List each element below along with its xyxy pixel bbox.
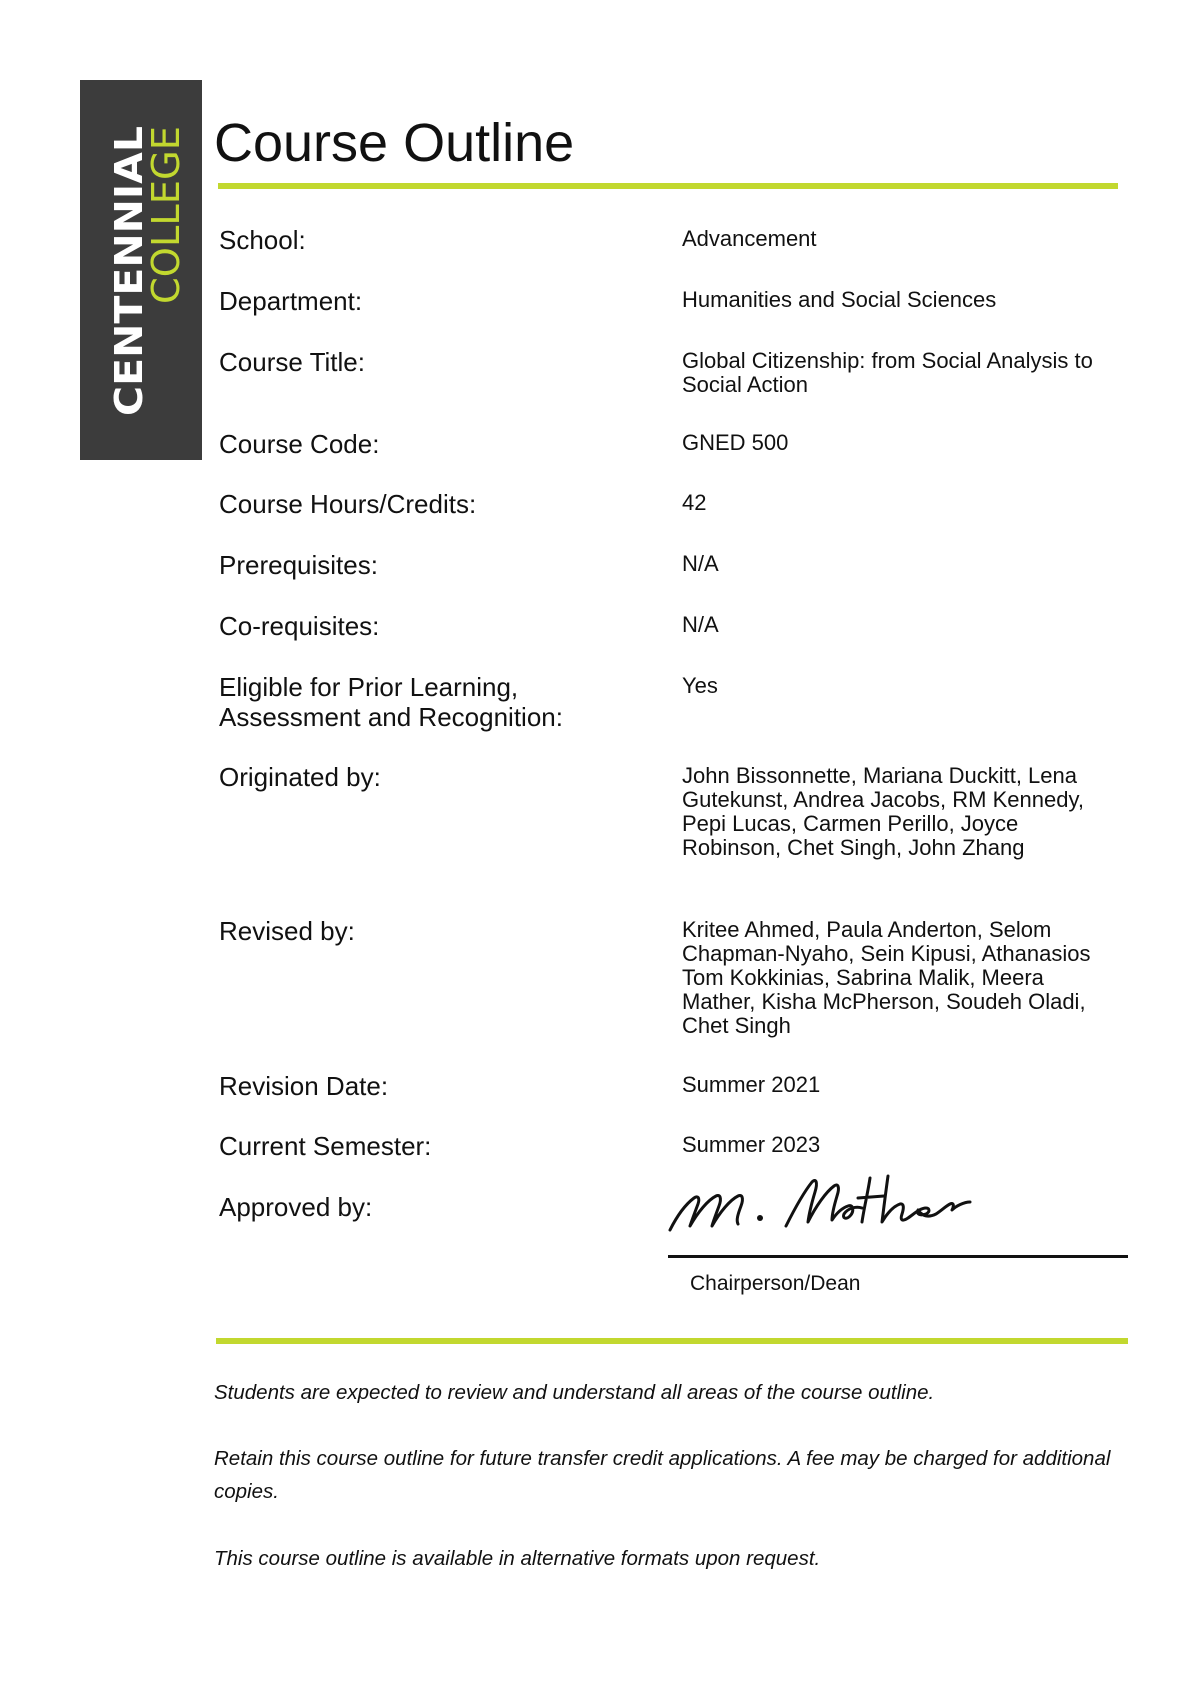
signature-caption: Chairperson/Dean	[690, 1272, 861, 1295]
value-department: Humanities and Social Sciences	[682, 287, 997, 312]
value-revision-date: Summer 2021	[682, 1072, 821, 1097]
label-course-hours: Course Hours/Credits:	[219, 489, 477, 519]
label-department: Department:	[219, 286, 363, 316]
label-prerequisites: Prerequisites:	[219, 550, 378, 580]
logo-line-college: COLLEGE	[144, 127, 188, 304]
value-originated-by: John Bissonnette, Mariana Duckitt, Lena Gutekunst, Andrea Jacobs, RM Kennedy, Pepi Lucas, Carmen Perillo, Joyce Robinson, Chet Singh, John Zhang	[682, 763, 1084, 860]
label-approved-by: Approved by:	[219, 1192, 373, 1222]
value-prerequisites: N/A	[682, 551, 719, 576]
value-course-code: GNED 500	[682, 430, 789, 455]
value-corequisites: N/A	[682, 612, 719, 637]
college-logo	[80, 80, 202, 460]
value-school: Advancement	[682, 226, 817, 251]
value-current-semester: Summer 2023	[682, 1132, 821, 1157]
approver-signature	[664, 1168, 1004, 1238]
label-course-title: Course Title:	[219, 347, 365, 377]
value-course-title: Global Citizenship: from Social Analysis to Social Action	[682, 348, 1093, 397]
label-course-code: Course Code:	[219, 429, 380, 459]
label-corequisites: Co-requisites:	[219, 611, 380, 641]
note-review: Students are expected to review and understand all areas of the course outline.	[214, 1381, 935, 1404]
footer-divider	[216, 1338, 1128, 1344]
logo-line-centennial: CENTENNIAL	[107, 147, 151, 416]
page-title: Course Outline	[214, 113, 575, 173]
label-originated-by: Originated by:	[219, 762, 381, 792]
note-alternative-formats: This course outline is available in alternative formats upon request.	[214, 1547, 821, 1570]
label-revision-date: Revision Date:	[219, 1071, 389, 1101]
label-school: School:	[219, 225, 306, 255]
signature-line	[668, 1255, 1128, 1258]
label-revised-by: Revised by:	[219, 916, 355, 946]
value-course-hours: 42	[682, 490, 707, 515]
value-revised-by: Kritee Ahmed, Paula Anderton, Selom Chapman-Nyaho, Sein Kipusi, Athanasios Tom Kokkinias, Sabrina Malik, Meera Mather, Kisha McPherson, Soudeh Oladi, Chet Singh	[682, 917, 1091, 1038]
value-prior-learning: Yes	[682, 673, 718, 698]
label-prior-learning: Eligible for Prior Learning, Assessment and Recognition:	[219, 672, 563, 732]
title-divider	[218, 183, 1118, 189]
note-retain: Retain this course outline for future transfer credit applications. A fee may be charged for additional copies.	[214, 1447, 1111, 1503]
college-logo-wordmark	[80, 80, 202, 460]
label-current-semester: Current Semester:	[219, 1131, 432, 1161]
